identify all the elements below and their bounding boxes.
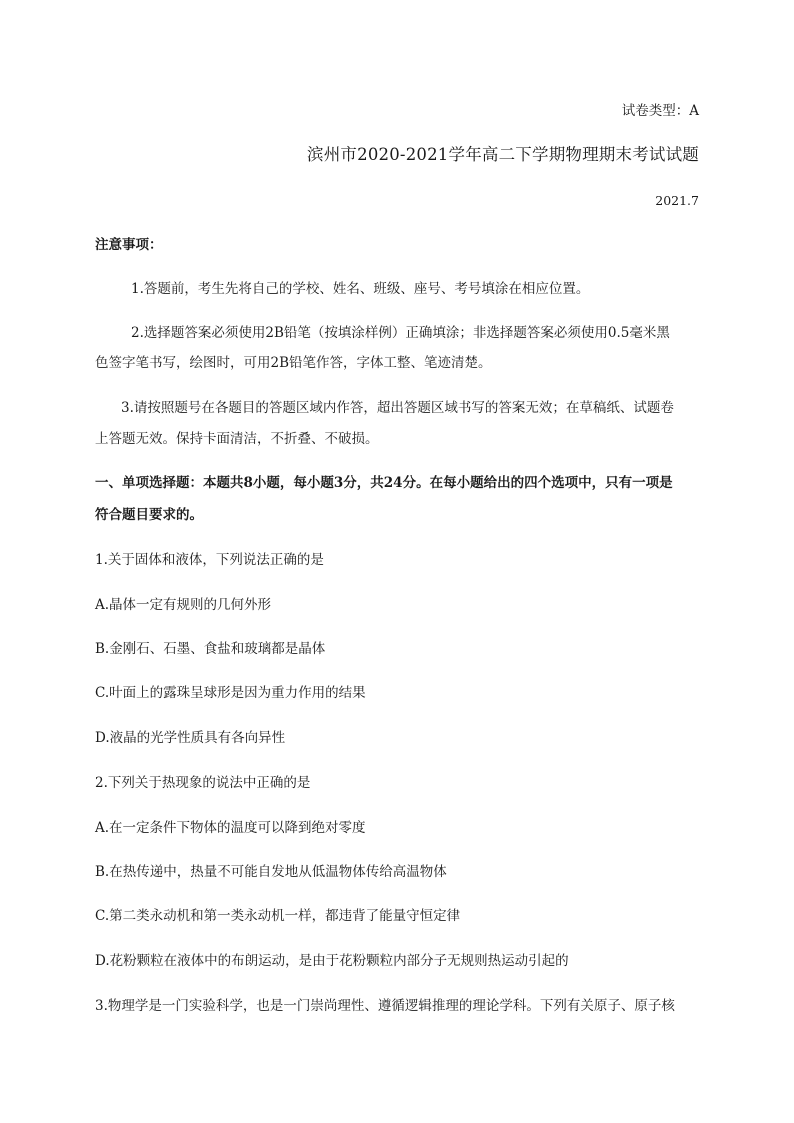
question-3-stem: 3.物理学是一门实验科学，也是一门崇尚理性、遵循逻辑推理的理论学科。下列有关原子、原子核 [95, 998, 675, 1014]
question-1-stem: 1.关于固体和液体，下列说法正确的是 [95, 552, 324, 568]
section-1-heading-line-2: 符合题目要求的。 [95, 507, 203, 523]
question-1-option-c: C.叶面上的露珠呈球形是因为重力作用的结果 [95, 685, 366, 701]
question-2-option-b: B.在热传递中，热量不可能自发地从低温物体传给高温物体 [95, 864, 447, 880]
section-1-heading-line-1: 一、单项选择题：本题共8小题，每小题3分，共24分。在每小题给出的四个选项中，只有一项是 [95, 475, 673, 491]
question-1-option-d: D.液晶的光学性质具有各向异性 [95, 730, 286, 746]
question-1-option-b: B.金刚石、石墨、食盐和玻璃都是晶体 [95, 641, 326, 657]
notice-item-2-line-2: 色签字笔书写，绘图时，可用2B铅笔作答，字体工整、笔迹清楚。 [95, 355, 492, 371]
exam-date: 2021.7 [655, 193, 699, 208]
exam-title: 滨州市2020-2021学年高二下学期物理期末考试试题 [307, 145, 699, 164]
paper-type-label: 试卷类型：A [621, 103, 699, 119]
question-2-option-d: D.花粉颗粒在液体中的布朗运动，是由于花粉颗粒内部分子无规则热运动引起的 [95, 953, 569, 969]
notice-item-3-line-2: 上答题无效。保持卡面清洁，不折叠、不破损。 [95, 431, 379, 447]
question-2-option-c: C.第二类永动机和第一类永动机一样，都违背了能量守恒定律 [95, 908, 461, 924]
notice-item-3-line-1: 3.请按照题号在各题目的答题区域内作答，超出答题区域书写的答案无效；在草稿纸、试题卷 [121, 400, 674, 416]
question-2-option-a: A.在一定条件下物体的温度可以降到绝对零度 [95, 820, 366, 836]
question-2-stem: 2.下列关于热现象的说法中正确的是 [95, 775, 311, 791]
notice-heading: 注意事项： [95, 237, 163, 253]
question-1-option-a: A.晶体一定有规则的几何外形 [95, 597, 272, 613]
notice-item-1: 1.答题前，考生先将自己的学校、姓名、班级、座号、考号填涂在相应位置。 [131, 281, 590, 297]
notice-item-2-line-1: 2.选择题答案必须使用2B铅笔（按填涂样例）正确填涂；非选择题答案必须使用0.5毫米黑 [131, 325, 670, 341]
